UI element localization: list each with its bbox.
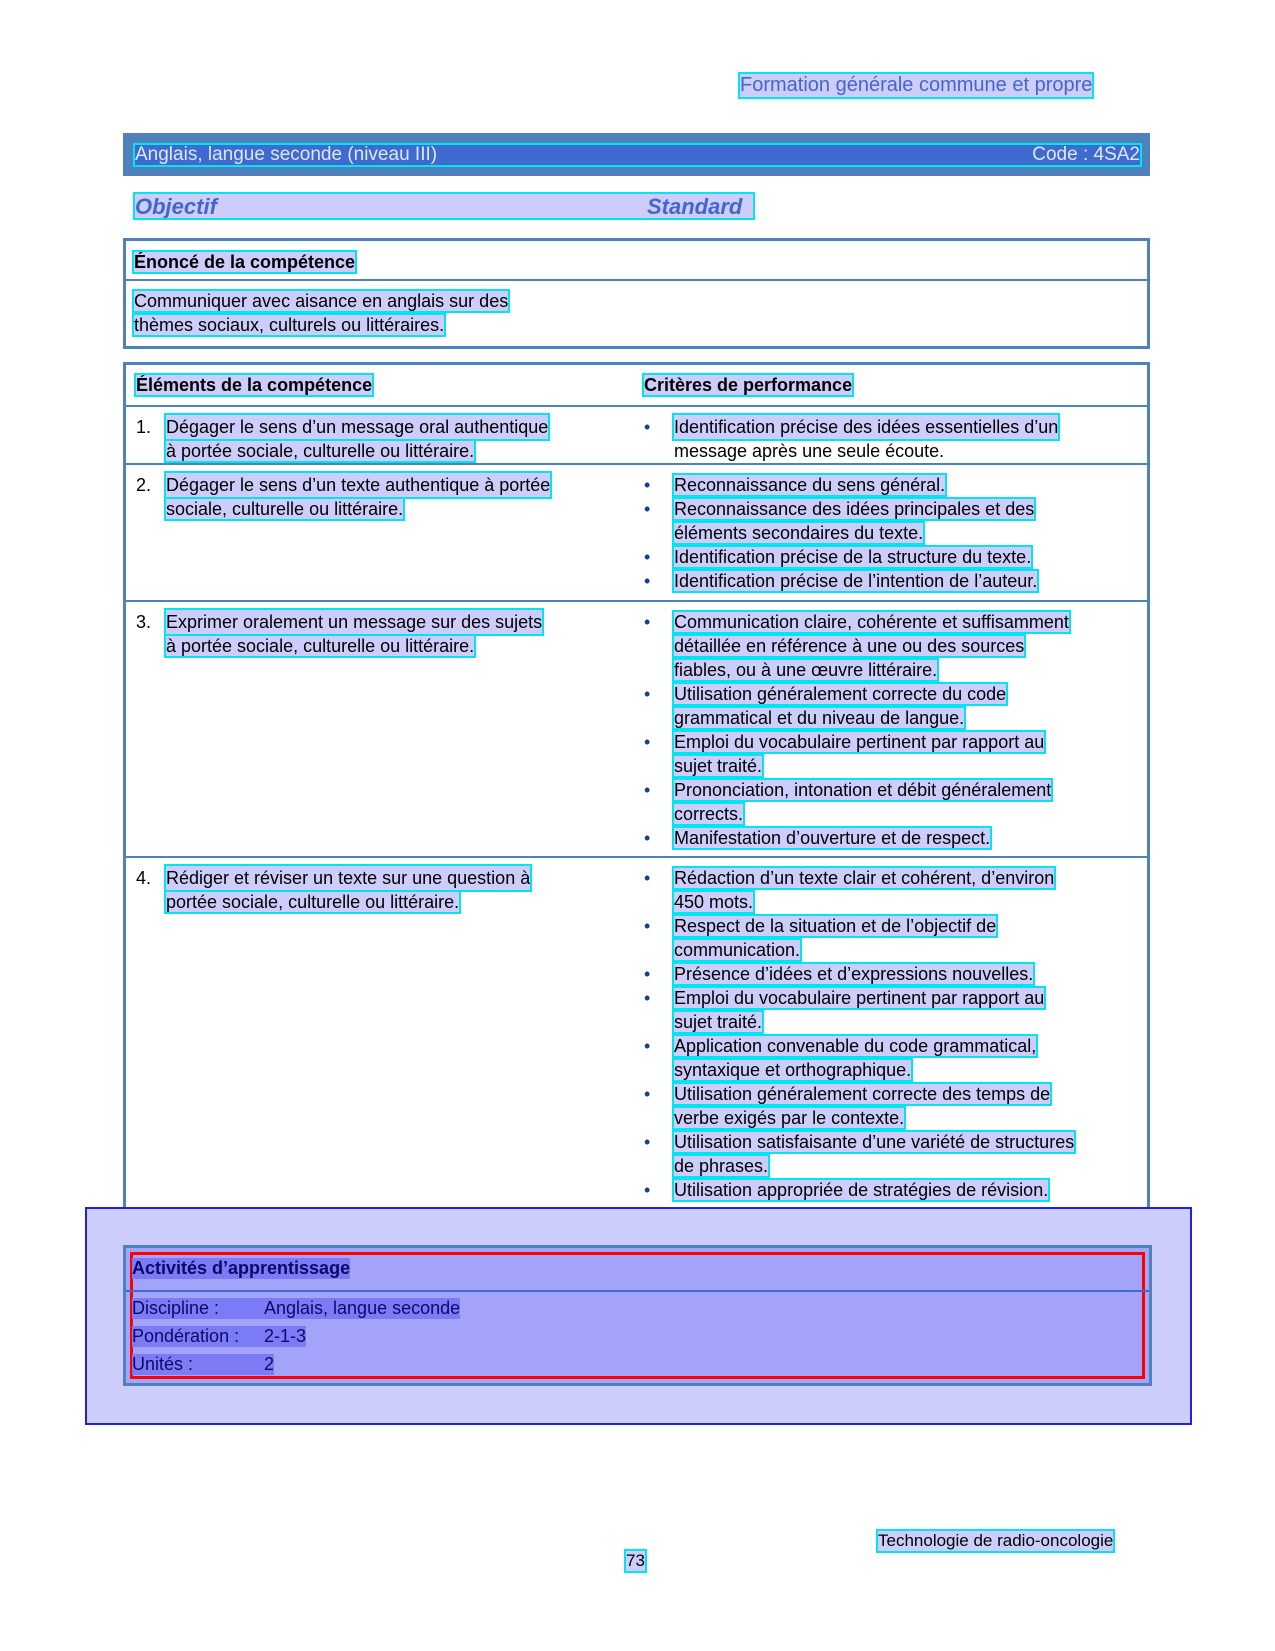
bullet-icon: •: [644, 868, 651, 888]
enonce-title: Énoncé de la compétence: [134, 252, 356, 272]
bullet-icon: •: [644, 1180, 651, 1200]
bullet-icon: •: [644, 964, 651, 984]
elements-table: [123, 362, 1150, 1234]
ponderation-value: 2-1-3: [264, 1326, 307, 1346]
unites-value: 2: [264, 1354, 275, 1374]
table-row: 4. Rédiger et réviser un texte sur une question à portée sociale, culturelle ou littéraire. • Rédaction d’un texte clair et cohérent, d’environ 450 mots. • Respect de la situation et de l’objectif de communication. • Présence d’idées et d’expressions nouvelles. • Emploi du vocabulaire pertinent par rapport au sujet traité. • Application convenable du code grammatical, syntaxique et orthographique. • Utilisation généralement correcte des temps de verbe exigés par le contexte. • Utilisation satisfaisante d’une variété de structures de phrases. • Utilisation appropriée de stratégies de révision.: [136, 868, 1075, 1200]
bullet-icon: •: [644, 732, 651, 752]
element-text: Dégager le sens d’un message oral authentique: [166, 417, 549, 437]
bullet-icon: •: [644, 475, 651, 495]
enonce-line: thèmes sociaux, culturels ou littéraires.: [134, 315, 445, 335]
discipline-value: Anglais, langue seconde: [264, 1298, 461, 1318]
bullet-icon: •: [644, 916, 651, 936]
bullet-icon: •: [644, 417, 651, 437]
objective-standard-header: [135, 194, 753, 218]
unites-label: Unités :: [132, 1354, 264, 1375]
bullet-icon: •: [644, 1132, 651, 1152]
standard-label: Standard: [647, 194, 743, 219]
element-text: Dégager le sens d’un texte authentique à portée: [166, 475, 551, 495]
bullet-icon: •: [644, 1084, 651, 1104]
bullet-icon: •: [644, 612, 651, 632]
footer-program: Technologie de radio-oncologie: [878, 1531, 1114, 1550]
enonce-line: Communiquer avec aisance en anglais sur des: [134, 291, 509, 311]
bullet-icon: •: [644, 571, 651, 591]
element-text: à portée sociale, culturelle ou littéraire.: [166, 441, 475, 461]
bullet-icon: •: [644, 547, 651, 567]
bullet-icon: •: [644, 499, 651, 519]
bullet-icon: •: [644, 828, 651, 848]
page-number: 73: [626, 1551, 645, 1570]
bullet-icon: •: [644, 684, 651, 704]
bullet-icon: •: [644, 1036, 651, 1056]
discipline-label: Discipline :: [132, 1298, 264, 1319]
elements-col-header: Éléments de la compétence: [136, 375, 373, 395]
element-text: Rédiger et réviser un texte sur une question à: [166, 868, 531, 888]
criteria-col-header: Critères de performance: [644, 375, 853, 395]
table-row: 1. Dégager le sens d’un message oral authentique à portée sociale, culturelle ou littéraire. • Identification précise des idées essentielles d’un message après une seule écoute.: [126, 407, 1147, 465]
activities-box: [123, 1245, 1152, 1386]
course-title: Anglais, langue seconde (niveau III): [135, 144, 438, 165]
element-text: Exprimer oralement un message sur des sujets: [166, 612, 543, 632]
element-text: portée sociale, culturelle ou littéraire.: [166, 892, 460, 912]
element-text: à portée sociale, culturelle ou littéraire.: [166, 636, 475, 656]
course-code: Code : 4SA2: [1032, 144, 1140, 165]
objectif-label: Objectif: [135, 194, 217, 219]
bullet-icon: •: [644, 780, 651, 800]
enonce-box: [123, 238, 1150, 349]
bullet-icon: •: [644, 988, 651, 1008]
element-text: sociale, culturelle ou littéraire.: [166, 499, 404, 519]
course-banner: [123, 133, 1150, 176]
running-header: Formation générale commune et propre: [740, 74, 1093, 96]
activities-title: Activités d’apprentissage: [132, 1258, 351, 1278]
table-row: 2. Dégager le sens d’un texte authentique à portée sociale, culturelle ou littéraire. • Reconnaissance du sens général. • Reconnaissance des idées principales et des éléments secondaires du texte. • Identification précise de la structure du texte. • Identification précise de l’intention de l’auteur.: [126, 465, 1147, 602]
ponderation-label: Pondération :: [132, 1326, 264, 1347]
table-row: 3. Exprimer oralement un message sur des sujets à portée sociale, culturelle ou littéraire. • Communication claire, cohérente et suffisamment détaillée en référence à une ou des sources fiables, ou à une œuvre littéraire. • Utilisation généralement correcte du code grammatical et du niveau de langue. • Emploi du vocabulaire pertinent par rapport au sujet traité. • Prononciation, intonation et débit généralement corrects. • Manifestation d’ouverture et de respect.: [126, 602, 1147, 858]
